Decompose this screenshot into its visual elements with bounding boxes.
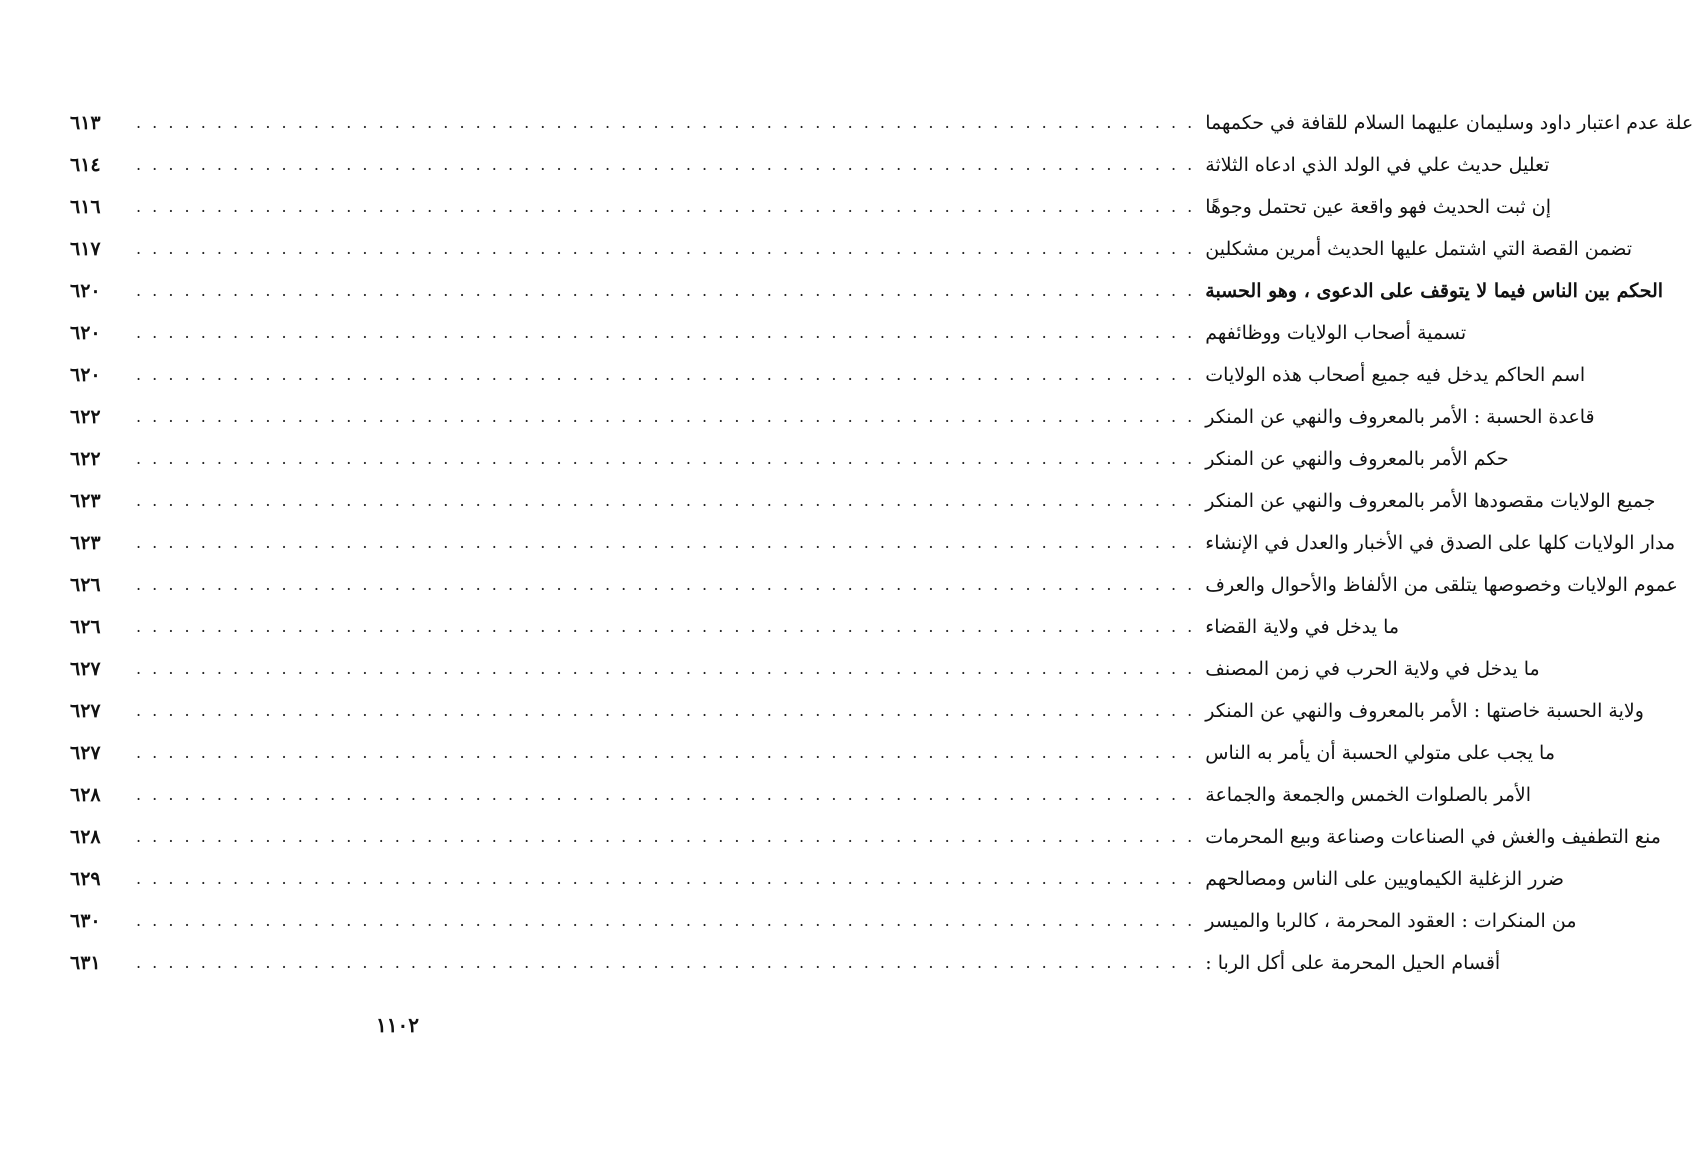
toc-entry <box>70 186 1551 228</box>
dot-leader: . . . . . . . . . . . . . . . . . . . . . . . . . . . . . . . . . . . . . . . . . . . . . . . . . . . . . . . . . . . . . . . . . . <box>136 701 1196 720</box>
toc-entry-title: تضمن القصة التي اشتمل عليها الحديث أمرين مشكلين <box>1205 238 1632 260</box>
toc-entry <box>70 354 1586 396</box>
toc-entry <box>70 102 1693 144</box>
toc-entry-title: مدار الولايات كلها على الصدق في الأخبار والعدل في الإنشاء <box>1205 532 1676 554</box>
toc-entry <box>70 648 1540 690</box>
toc-entry-title: إن ثبت الحديث فهو واقعة عين تحتمل وجوهًا <box>1205 196 1551 218</box>
dot-leader: . . . . . . . . . . . . . . . . . . . . . . . . . . . . . . . . . . . . . . . . . . . . . . . . . . . . . . . . . . . . . . . . . . <box>136 617 1196 636</box>
toc-entry-title: علة عدم اعتبار داود وسليمان عليهما السلام للقافة في حكمهما <box>1205 112 1693 134</box>
dot-leader: . . . . . . . . . . . . . . . . . . . . . . . . . . . . . . . . . . . . . . . . . . . . . . . . . . . . . . . . . . . . . . . . . . <box>136 785 1196 804</box>
page-number: ١١٠٢ <box>376 1013 419 1037</box>
toc-entry-title: ما يدخل في ولاية الحرب في زمن المصنف <box>1205 658 1540 680</box>
toc-entry-title: منع التطفيف والغش في الصناعات وصناعة وبيع المحرمات <box>1205 826 1661 848</box>
dot-leader: . . . . . . . . . . . . . . . . . . . . . . . . . . . . . . . . . . . . . . . . . . . . . . . . . . . . . . . . . . . . . . . . . . <box>136 449 1196 468</box>
dot-leader: . . . . . . . . . . . . . . . . . . . . . . . . . . . . . . . . . . . . . . . . . . . . . . . . . . . . . . . . . . . . . . . . . . <box>136 281 1196 300</box>
toc-entry-page: ٦٢٧ <box>70 700 101 722</box>
dot-leader: . . . . . . . . . . . . . . . . . . . . . . . . . . . . . . . . . . . . . . . . . . . . . . . . . . . . . . . . . . . . . . . . . . <box>136 575 1196 594</box>
dot-leader: . . . . . . . . . . . . . . . . . . . . . . . . . . . . . . . . . . . . . . . . . . . . . . . . . . . . . . . . . . . . . . . . . . <box>136 533 1196 552</box>
dot-leader: . . . . . . . . . . . . . . . . . . . . . . . . . . . . . . . . . . . . . . . . . . . . . . . . . . . . . . . . . . . . . . . . . . <box>136 827 1196 846</box>
dot-leader: . . . . . . . . . . . . . . . . . . . . . . . . . . . . . . . . . . . . . . . . . . . . . . . . . . . . . . . . . . . . . . . . . . <box>136 869 1196 888</box>
dot-leader: . . . . . . . . . . . . . . . . . . . . . . . . . . . . . . . . . . . . . . . . . . . . . . . . . . . . . . . . . . . . . . . . . . <box>136 197 1196 216</box>
toc-entry <box>70 942 1501 984</box>
toc-entry-page: ٦٢٠ <box>70 322 101 344</box>
dot-leader: . . . . . . . . . . . . . . . . . . . . . . . . . . . . . . . . . . . . . . . . . . . . . . . . . . . . . . . . . . . . . . . . . . <box>136 491 1196 510</box>
toc-entry-page: ٦٢٩ <box>70 868 101 890</box>
dot-leader: . . . . . . . . . . . . . . . . . . . . . . . . . . . . . . . . . . . . . . . . . . . . . . . . . . . . . . . . . . . . . . . . . . <box>136 911 1196 930</box>
toc-entry-title: أقسام الحيل المحرمة على أكل الربا : <box>1205 952 1501 974</box>
toc-entry-title: الحكم بين الناس فيما لا يتوقف على الدعوى ، وهو الحسبة <box>1205 280 1664 302</box>
dot-leader: . . . . . . . . . . . . . . . . . . . . . . . . . . . . . . . . . . . . . . . . . . . . . . . . . . . . . . . . . . . . . . . . . . <box>136 155 1196 174</box>
toc-entry-page: ٦١٣ <box>70 112 101 134</box>
toc-entry-page: ٦٢٠ <box>70 280 101 302</box>
toc-entry-page: ٦٢٣ <box>70 490 101 512</box>
toc-entry-page: ٦٢٨ <box>70 826 101 848</box>
toc-entry <box>70 480 1656 522</box>
toc-entry <box>70 312 1467 354</box>
toc-entry <box>70 774 1532 816</box>
toc-entry <box>70 690 1644 732</box>
toc-entry <box>70 228 1632 270</box>
toc-entry <box>70 564 1678 606</box>
toc-entry <box>70 438 1509 480</box>
toc-entry-page: ٦٢٦ <box>70 574 101 596</box>
dot-leader: . . . . . . . . . . . . . . . . . . . . . . . . . . . . . . . . . . . . . . . . . . . . . . . . . . . . . . . . . . . . . . . . . . <box>136 743 1196 762</box>
toc-entry-title: الأمر بالصلوات الخمس والجمعة والجماعة <box>1205 784 1532 806</box>
toc-entry-title: ما يدخل في ولاية القضاء <box>1205 616 1400 638</box>
toc-entry-page: ٦٣٠ <box>70 910 101 932</box>
toc-entry <box>70 144 1550 186</box>
toc-entry <box>70 396 1595 438</box>
toc-entry-title: تسمية أصحاب الولايات ووظائفهم <box>1205 322 1467 344</box>
toc-entry-page: ٦٢٦ <box>70 616 101 638</box>
toc-entry-title: من المنكرات : العقود المحرمة ، كالربا والميسر <box>1205 910 1577 932</box>
dot-leader: . . . . . . . . . . . . . . . . . . . . . . . . . . . . . . . . . . . . . . . . . . . . . . . . . . . . . . . . . . . . . . . . . . <box>136 365 1196 384</box>
toc-entry-title: اسم الحاكم يدخل فيه جميع أصحاب هذه الولايات <box>1205 364 1586 386</box>
dot-leader: . . . . . . . . . . . . . . . . . . . . . . . . . . . . . . . . . . . . . . . . . . . . . . . . . . . . . . . . . . . . . . . . . . <box>136 953 1196 972</box>
toc-entry-page: ٦١٧ <box>70 238 101 260</box>
dot-leader: . . . . . . . . . . . . . . . . . . . . . . . . . . . . . . . . . . . . . . . . . . . . . . . . . . . . . . . . . . . . . . . . . . <box>136 323 1196 342</box>
toc-entry-page: ٦٢٧ <box>70 658 101 680</box>
toc-entry <box>70 900 1577 942</box>
dot-leader: . . . . . . . . . . . . . . . . . . . . . . . . . . . . . . . . . . . . . . . . . . . . . . . . . . . . . . . . . . . . . . . . . . <box>136 659 1196 678</box>
toc-entry-title: جميع الولايات مقصودها الأمر بالمعروف والنهي عن المنكر <box>1205 490 1656 512</box>
toc-entry-page: ٦٢٧ <box>70 742 101 764</box>
toc-entry-page: ٦٢٠ <box>70 364 101 386</box>
toc-entry-page: ٦١٤ <box>70 154 101 176</box>
toc-entry-page: ٦٢٢ <box>70 448 101 470</box>
toc-entry <box>70 858 1565 900</box>
toc-entry-title: قاعدة الحسبة : الأمر بالمعروف والنهي عن المنكر <box>1205 406 1595 428</box>
toc-entry-title: عموم الولايات وخصوصها يتلقى من الألفاظ والأحوال والعرف <box>1205 574 1678 596</box>
toc-entry <box>70 816 1661 858</box>
dot-leader: . . . . . . . . . . . . . . . . . . . . . . . . . . . . . . . . . . . . . . . . . . . . . . . . . . . . . . . . . . . . . . . . . . <box>136 407 1196 426</box>
toc-entry-title: حكم الأمر بالمعروف والنهي عن المنكر <box>1205 448 1509 470</box>
toc-entry-title: ضرر الزغلية الكيماويين على الناس ومصالحهم <box>1205 868 1565 890</box>
toc-entry-page: ٦٢٣ <box>70 532 101 554</box>
toc-entry <box>70 732 1556 774</box>
toc-entry <box>70 606 1400 648</box>
toc-entry-page: ٦٢٨ <box>70 784 101 806</box>
dot-leader: . . . . . . . . . . . . . . . . . . . . . . . . . . . . . . . . . . . . . . . . . . . . . . . . . . . . . . . . . . . . . . . . . . <box>136 113 1196 132</box>
toc-entry-page: ٦٢٢ <box>70 406 101 428</box>
toc-entry-page: ٦٣١ <box>70 952 101 974</box>
table-of-contents <box>70 102 1693 982</box>
toc-entry-title: تعليل حديث علي في الولد الذي ادعاه الثلاثة <box>1205 154 1550 176</box>
toc-entry <box>70 522 1676 564</box>
toc-entry-title: ولاية الحسبة خاصتها : الأمر بالمعروف والنهي عن المنكر <box>1205 700 1644 722</box>
toc-entry-title: ما يجب على متولي الحسبة أن يأمر به الناس <box>1205 742 1556 764</box>
toc-entry-page: ٦١٦ <box>70 196 101 218</box>
dot-leader: . . . . . . . . . . . . . . . . . . . . . . . . . . . . . . . . . . . . . . . . . . . . . . . . . . . . . . . . . . . . . . . . . . <box>136 239 1196 258</box>
toc-entry <box>70 270 1664 312</box>
